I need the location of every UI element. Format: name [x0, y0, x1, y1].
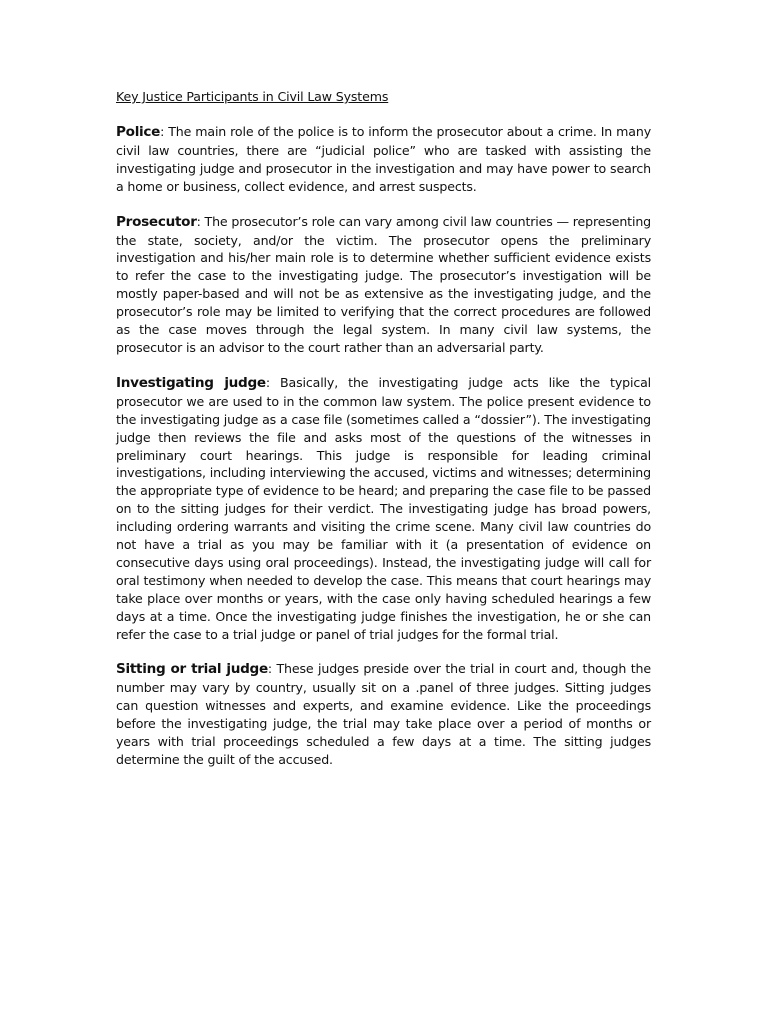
section-term: Prosecutor [116, 213, 197, 230]
section-term: Investigating judge [116, 374, 266, 391]
section-text: The main role of the police is to inform the prosecutor about a crime. In many civil law countries, there are “judicial police” who are tasked with assisting the investigating judge and prosecutor in the investigation and may have power to search a home or business, collect evidence, and arrest suspects. [116, 124, 651, 194]
section-separator: : [267, 661, 277, 677]
document-title: Key Justice Participants in Civil Law Systems [116, 89, 389, 104]
section-text: The prosecutor’s role can vary among civil law countries — representing the state, society, and/or the victim. The prosecutor opens the preliminary investigation and his/her main role is to determine whether sufficient evidence exists to refer the case to the investigating judge. The prosecutor’s investigation will be mostly paper-based and will not be as extensive as the investigating judge, and the prosecutor’s role may be limited to verifying that the correct procedures are followed as the case moves through the legal system. In many civil law systems, the prosecutor is an advisor to the court rather than an adversarial party. [116, 213, 651, 355]
section-investigating-judge [116, 374, 651, 644]
section-separator: : [265, 374, 281, 390]
section-text: These judges preside over the trial in court and, though the number may vary by country, usually sit on a .panel of three judges. Sitting judges can question witnesses and experts, and examine evidence. Like the proceedings before the investigating judge, the trial may take place over a period of months or years with trial proceedings scheduled a few days at a time. The sitting judges determine the guilt of the accused. [116, 661, 651, 767]
section-separator: : [160, 124, 169, 139]
section-sitting-or-trial-judge [116, 660, 651, 768]
section-prosecutor [116, 213, 651, 357]
document-body [116, 88, 651, 786]
section-police [116, 123, 651, 196]
section-text: Basically, the investigating judge acts like the typical prosecutor we are used to in the common law system. The police present evidence to the investigating judge as a case file (sometimes called a “dossier”). The investigating judge then reviews the file and asks most of the questions of the witnesses in preliminary court hearings. This judge is responsible for leading criminal investigations, including interviewing the accused, victims and witnesses; determining the appropriate type of evidence to be heard; and preparing the case file to be passed on to the sitting judges for their verdict. The investigating judge has broad powers, including ordering warrants and visiting the crime scene. Many civil law countries do not have a trial as you may be familiar with it (a presentation of evidence on consecutive days using oral proceedings). Instead, the investigating judge will call for oral testimony when needed to develop the case. This means that court hearings may take place over months or years, with the case only having scheduled hearings a few days at a time. Once the investigating judge finishes the investigation, he or she can refer the case to a trial judge or panel of trial judges for the formal trial. [116, 374, 652, 642]
section-separator: : [196, 213, 205, 229]
section-term: Sitting or trial judge [116, 661, 268, 678]
section-term: Police [116, 124, 161, 140]
